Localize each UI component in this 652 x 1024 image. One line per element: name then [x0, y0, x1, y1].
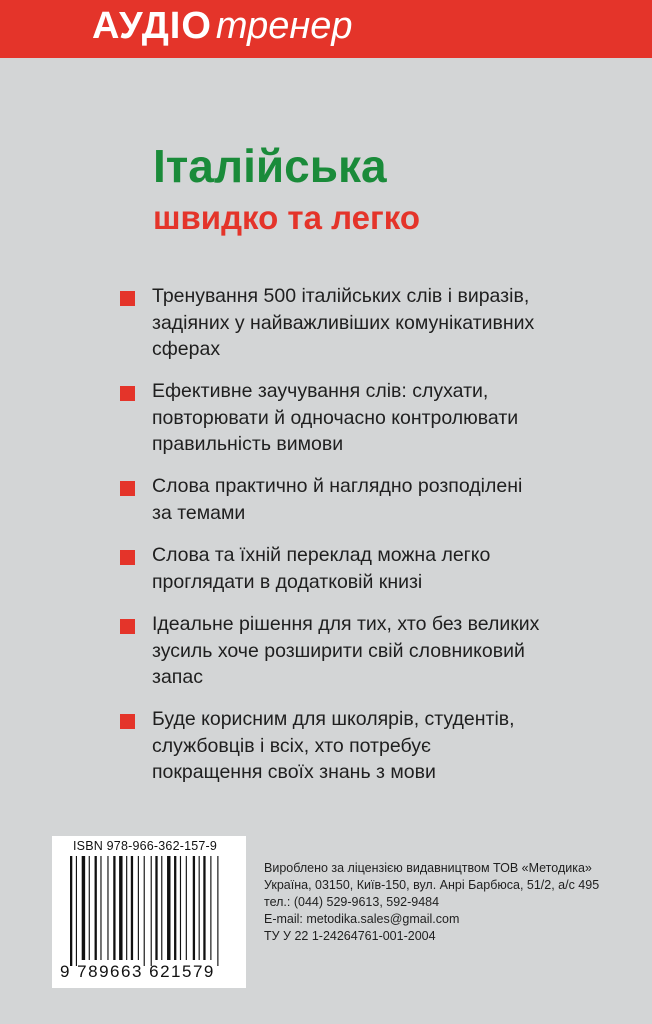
- barcode-bar: [161, 856, 162, 960]
- barcode-bar: [167, 856, 170, 960]
- feature-line: Слова та їхній переклад можна легко: [152, 544, 491, 566]
- barcode-bar: [70, 856, 72, 966]
- barcode-bar: [217, 856, 218, 966]
- brand-italic-text: тренер: [215, 5, 353, 47]
- imprint-email: E-mail: metodika.sales@gmail.com: [264, 912, 460, 926]
- feature-line: зусиль хоче розширити свій словниковий: [152, 639, 525, 662]
- barcode-bar: [186, 856, 187, 960]
- feature-text: [152, 706, 622, 786]
- imprint-phone: тел.: (044) 529-9613, 592-9484: [264, 895, 440, 909]
- publisher-imprint: [264, 860, 644, 945]
- barcode-bar: [180, 856, 181, 960]
- barcode-bar: [174, 856, 176, 960]
- feature-line: Буде корисним для школярів, студентів,: [152, 708, 515, 730]
- feature-line: Слова практично й наглядно розподілені: [152, 475, 523, 497]
- bullet-square-icon: [120, 291, 135, 306]
- bullet-square-icon: [120, 619, 135, 634]
- feature-line: задіяних у найважливіших комунікативних: [152, 311, 535, 334]
- imprint-standard: ТУ У 22 1-24264761-001-2004: [264, 929, 436, 943]
- bullet-square-icon: [120, 714, 135, 729]
- isbn-label: ISBN 978-966-362-157-9: [73, 839, 218, 853]
- feature-line: Тренування 500 італійських слів і виразів,: [152, 285, 530, 307]
- barcode-bar: [138, 856, 139, 960]
- bullet-square-icon: [120, 386, 135, 401]
- barcode-bar: [119, 856, 122, 960]
- barcode-bar: [155, 856, 157, 960]
- imprint-address: Україна, 03150, Київ-150, вул. Анрі Барбюса, 51/2, а/с 495: [264, 878, 600, 892]
- feature-line: правильність вимови: [152, 433, 344, 455]
- top-banner: [0, 0, 652, 58]
- barcode-bar: [126, 856, 127, 960]
- imprint-publisher: Вироблено за ліцензією видавництвом ТОВ «Методика»: [264, 861, 592, 875]
- feature-line: Ефективне заучування слів: слухати,: [152, 380, 489, 402]
- feature-text: [152, 283, 622, 363]
- barcode-bar: [193, 856, 195, 960]
- barcode-bar: [203, 856, 205, 960]
- feature-line: покращення своїх знань з мови: [152, 761, 436, 783]
- barcode-panel: [52, 836, 246, 988]
- barcode-bar: [107, 856, 108, 960]
- feature-line: сферах: [152, 338, 221, 360]
- barcode-bar: [100, 856, 101, 960]
- barcode-bar: [199, 856, 200, 960]
- brand-logo: [92, 4, 353, 48]
- feature-line: за темами: [152, 501, 246, 524]
- bullet-square-icon: [120, 550, 135, 565]
- feature-line: Ідеальне рішення для тих, хто без великих: [152, 613, 540, 635]
- book-subtitle: швидко та легко: [153, 199, 420, 236]
- feature-line: службовців і всіх, хто потребує: [152, 734, 431, 757]
- barcode-bar: [76, 856, 77, 966]
- barcode-bar: [210, 856, 211, 960]
- barcode-bar: [82, 856, 85, 960]
- bullet-square-icon: [120, 481, 135, 496]
- feature-text: [152, 473, 622, 526]
- feature-line: повторювати й одночасно контролювати: [152, 406, 519, 429]
- feature-text: [152, 611, 622, 691]
- feature-text: [152, 378, 622, 458]
- feature-line: запас: [152, 666, 203, 688]
- barcode-digits: 9 789663 621579: [60, 962, 215, 981]
- brand-bold-text: АУДІО: [92, 5, 212, 47]
- barcode-bar: [113, 856, 115, 960]
- barcode-bar: [151, 856, 152, 966]
- feature-line: проглядати в додатковій книзі: [152, 570, 423, 593]
- barcode-bar: [144, 856, 145, 966]
- barcode-bar: [95, 856, 97, 960]
- feature-text: [152, 542, 622, 595]
- barcode-bar: [131, 856, 133, 960]
- barcode-bar: [89, 856, 90, 960]
- book-title: Італійська: [153, 140, 387, 192]
